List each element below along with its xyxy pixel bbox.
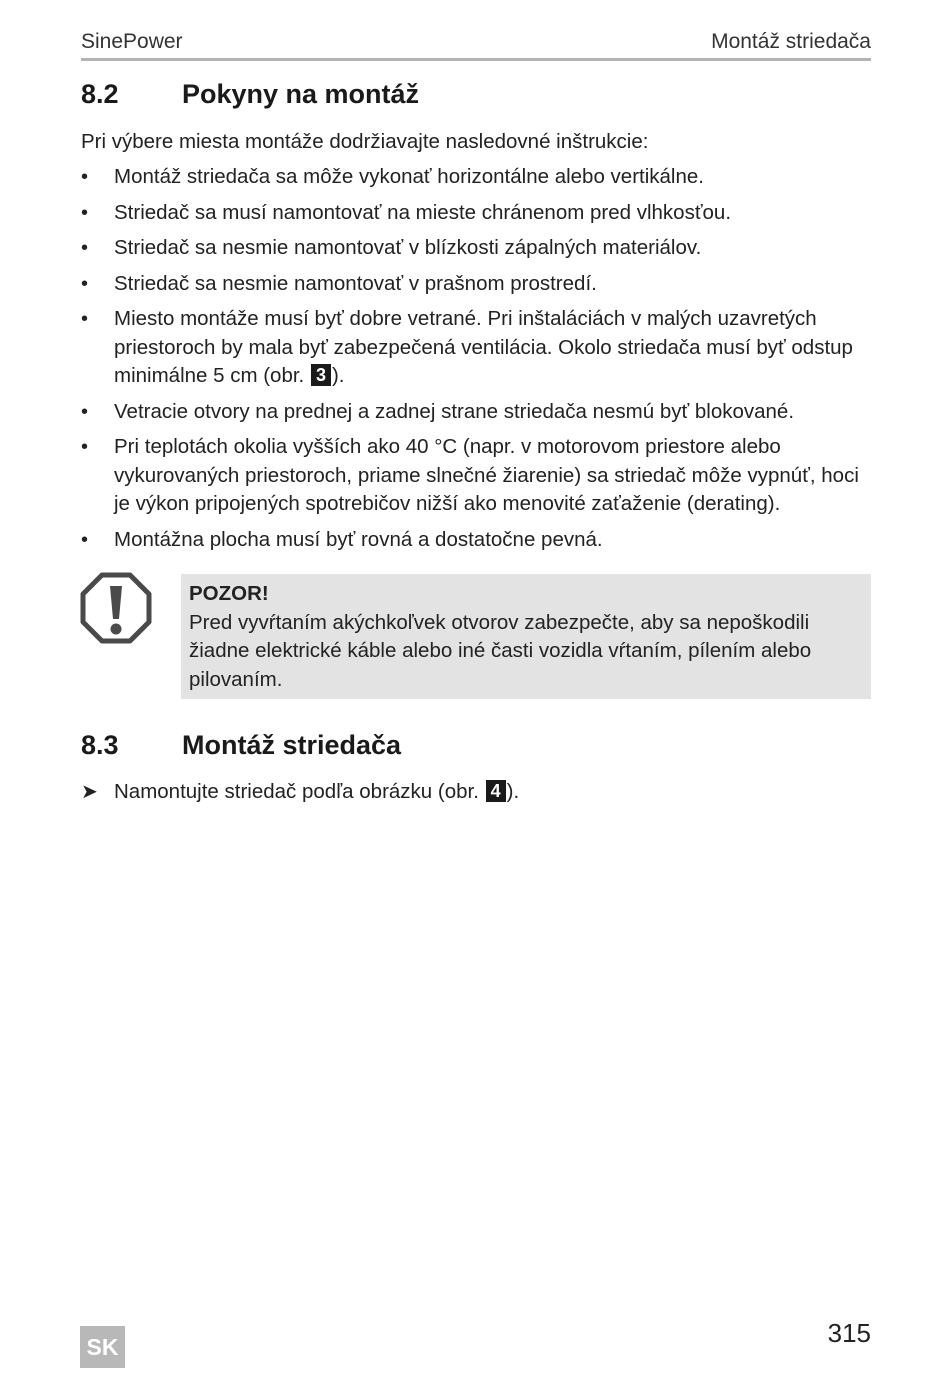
list-item [81, 199, 871, 228]
list-item-text-after: ). [331, 364, 345, 387]
language-tab: SK [80, 1326, 125, 1368]
list-item [81, 398, 871, 427]
list-item-text: Striedač sa nesmie namontovať v blízkosti zápalných materiálov. [114, 236, 702, 259]
action-step-text-before: Namontujte striedač podľa obrázku (obr. [114, 780, 485, 803]
figure-reference-badge: 4 [486, 780, 506, 802]
bullet-icon: • [81, 272, 89, 295]
section-heading-8-3 [81, 730, 401, 761]
warning-title: POZOR! [189, 582, 269, 605]
list-item [81, 163, 871, 192]
list-item [81, 270, 871, 299]
action-step [81, 778, 871, 806]
bullet-icon: • [81, 436, 89, 458]
list-item-text-before: Miesto montáže musí byť dobre vetrané. Pri inštaláciách v malých uzavretých priestoroch by mala byť zabezpečená ventilácia. Okolo striedača musí byť odstup minimálne 5 cm (obr. [114, 307, 853, 387]
list-item [81, 526, 871, 555]
arrow-right-icon: ➤ [81, 781, 98, 803]
header-product-name: SinePower [81, 30, 183, 53]
intro-paragraph: Pri výbere miesta montáže dodržiavajte nasledovné inštrukcie: [81, 130, 649, 153]
section-number: 8.2 [81, 79, 119, 109]
list-item-text: Montážna plocha musí byť rovná a dostatočne pevná. [114, 527, 603, 551]
list-item-text: Striedač sa nesmie namontovať v prašnom prostredí. [114, 271, 597, 295]
page-header [81, 30, 871, 61]
instruction-list [81, 163, 871, 561]
section-title: Pokyny na montáž [182, 79, 420, 109]
list-item [81, 234, 871, 263]
list-item-text: Montáž striedača sa môže vykonať horizontálne alebo vertikálne. [114, 165, 704, 188]
bullet-icon: • [81, 308, 89, 330]
action-step-text-after: ). [506, 780, 520, 803]
list-item-text: Striedač sa musí namontovať na mieste chránenom pred vlhkosťou. [114, 200, 732, 224]
bullet-icon: • [81, 237, 89, 259]
bullet-icon: • [81, 201, 89, 224]
exclamation-octagon-icon [80, 572, 152, 644]
list-item-text: Pri teplotách okolia vyšších ako 40 °C (napr. v motorovom priestore alebo vykurovaných priestoroch, priame slnečné žiarenie) sa striedač môže vypnúť, hoci je výkon pripojených spotrebičov nižší ako menovité zaťaženie (derating). [114, 435, 859, 515]
warning-box [181, 574, 871, 699]
list-item [81, 433, 871, 519]
warning-text: Pred vyvŕtaním akýchkoľvek otvorov zabezpečte, aby sa nepoškodili žiadne elektrické káble alebo iné časti vozidla vŕtaním, pílením alebo pilovaním. [189, 610, 812, 691]
bullet-icon: • [81, 166, 89, 188]
section-number: 8.3 [81, 730, 119, 760]
bullet-icon: • [81, 400, 89, 423]
section-title: Montáž striedača [182, 730, 402, 760]
list-item-text [114, 305, 871, 391]
bullet-icon: • [81, 528, 89, 551]
page-number: 315 [827, 1318, 871, 1348]
header-chapter-title: Montáž striedača [711, 30, 871, 53]
figure-reference-badge: 3 [311, 364, 331, 386]
list-item [81, 305, 871, 391]
section-heading-8-2 [81, 79, 419, 110]
list-item-text: Vetracie otvory na prednej a zadnej strane striedača nesmú byť blokované. [114, 399, 795, 423]
action-step-text [114, 778, 519, 806]
